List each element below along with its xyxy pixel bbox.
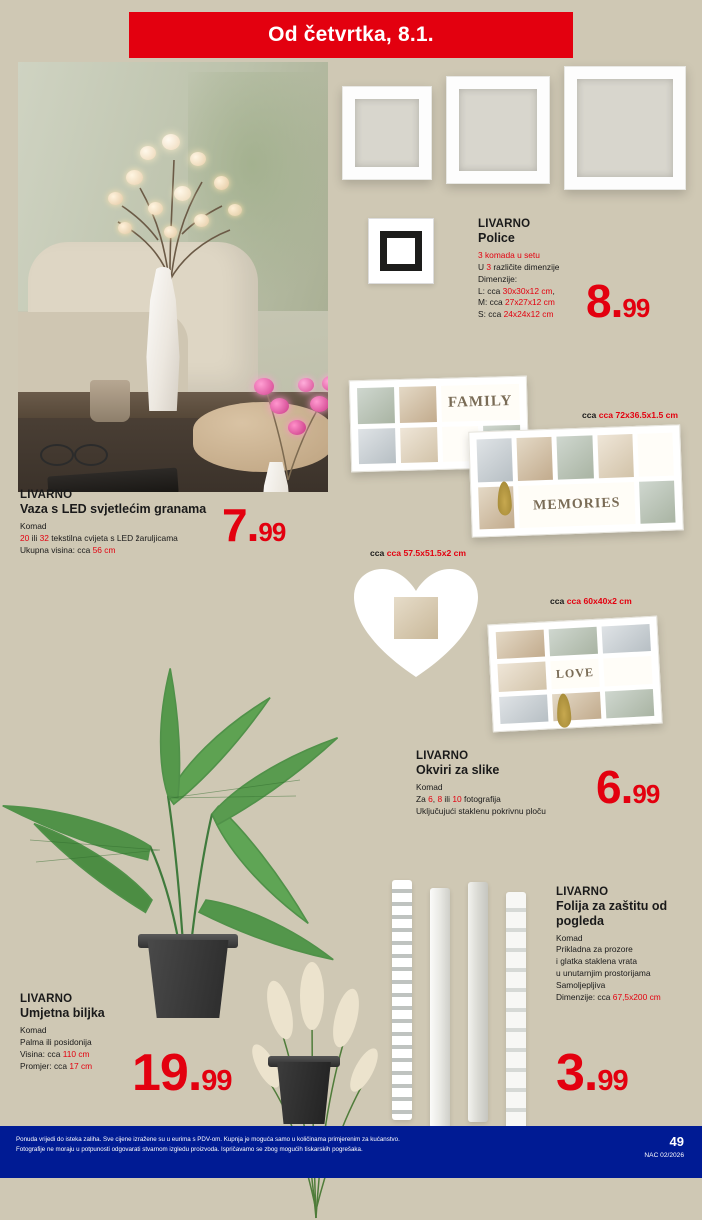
frame-word-love: LOVE [550,659,599,689]
product-detail: Dimenzije: [478,273,518,284]
frame-collage-memories [468,424,684,537]
orchid-bloom [298,378,314,392]
price-integer: 8. [586,275,623,327]
shelf-inner [577,79,673,177]
product-detail: Uključujući staklenu pokrivnu ploču [416,805,546,816]
price-plant [132,1044,232,1102]
frame-photo [358,428,396,464]
product-detail: Promjer: cca 17 cm [20,1060,93,1071]
product-frames-text [416,750,596,818]
brand-label: LIVARNO [20,489,73,501]
frame-photo [639,480,676,524]
promo-date-text: Od četvrtka, 8.1. [268,23,434,46]
square-frame-icon [380,231,422,271]
footer-fineprint [16,1135,536,1155]
product-detail: Komad [20,1024,47,1035]
product-detail: Prikladna za prozore [556,944,633,955]
price-decimal: 99 [201,1065,232,1097]
frame-photo [602,624,651,654]
frame-word-memories: MEMORIES [518,481,635,528]
frame-photo [400,427,438,463]
product-detail: Dimenzije: cca 67,5x200 cm [556,992,661,1003]
frame-photo [476,438,513,482]
brand-label: LIVARNO [416,750,469,762]
brand-label: LIVARNO [478,218,531,230]
frame-photo [496,630,545,660]
price-decimal: 99 [632,779,660,809]
product-detail: M: cca 27x27x12 cm [478,297,555,308]
shelf-medium [446,76,550,184]
product-name: Umjetna biljka [20,1006,105,1020]
price-integer: 6. [596,761,633,813]
product-name: Vaza s LED svjetlećim granama [20,502,207,516]
shelf-large [564,66,686,190]
film-roll [468,882,488,1122]
shelf-small [342,86,432,180]
price-integer: 7. [222,499,259,551]
orchid-bloom [288,420,306,435]
shelf-inner [355,99,419,167]
product-detail: U 3 različite dimenzije [478,261,560,272]
price-film [556,1044,628,1102]
blossom [174,186,191,201]
product-film-text [556,886,696,1004]
dimension-tag-family: cca cca 72x36.5x1.5 cm [582,410,679,420]
blossom [108,192,123,205]
page-footer [0,1126,702,1178]
frame-photo [499,694,548,724]
frame-photo [497,662,546,692]
photo-wall-shelves [338,64,690,204]
footer-fineprint-line2: Fotografije ne moraju u potpunosti odgovarati stvarnom izgledu proizvoda. Ispričavamo se zbog mogućih tiskarskih pogrešaka. [16,1145,363,1153]
price-integer: 3. [556,1044,598,1102]
frame-collage-love [487,616,662,733]
brand-label: LIVARNO [20,993,73,1005]
photo-led-vase-scene [18,62,328,492]
page-number: 49 [669,1134,684,1149]
product-detail: Komad [20,520,47,531]
dimension-tag-love: cca cca 60x40x2 cm [550,596,632,606]
product-name: Folija za zaštitu od pogleda [556,899,668,928]
orchid-bloom [254,378,274,395]
frame-word-family: FAMILY [441,384,520,422]
product-detail: Ukupna visina: cca 56 cm [20,544,116,555]
product-detail: Visina: cca 110 cm [20,1048,90,1059]
product-name: Police [478,231,515,245]
film-roll [392,880,412,1120]
dimension-value: cca 57.5x51.5x2 cm [386,548,467,558]
product-detail: Samoljepljiva [556,980,606,991]
blossom [164,226,177,238]
product-detail: Za 6, 8 ili 10 fotografija [416,793,501,804]
footer-fineprint-line1: Ponuda vrijedi do isteka zaliha. Sve cijene izražene su u eurima s PDV-om. Kupnja je moguća samo u količinama primjerenim za kućanstvo. [16,1136,400,1143]
product-detail: S: cca 24x24x12 cm [478,309,554,320]
price-frames [596,761,660,813]
blossom [126,170,143,185]
dimension-tag-heart: cca cca 57.5x51.5x2 cm [370,548,467,558]
product-detail: 20 ili 32 tekstilna cvijeta s LED žaruljicama [20,532,178,543]
blossom [228,204,242,216]
promo-date-banner [129,12,573,58]
product-detail: Komad [556,932,583,943]
price-vase [222,499,286,551]
frame-collage-heart [352,567,480,679]
frame-photo [394,597,438,639]
photo-privacy-film-rolls [384,880,554,1130]
dimension-value: cca 72x36.5x1.5 cm [598,410,679,420]
price-police [586,275,650,327]
frame-photo [605,689,654,719]
film-roll [506,892,526,1132]
shelf-inner [459,89,537,171]
product-detail: i glatka staklena vrata [556,956,638,967]
film-roll [430,888,450,1128]
frame-photo [597,434,634,478]
orchid-bloom [270,398,289,414]
frame-photo [637,433,674,477]
orchid-bloom [310,396,328,412]
frame-photo [399,386,437,422]
blossom [148,202,163,215]
scene-cup [90,380,130,422]
blossom [190,152,206,166]
blossom [214,176,229,190]
blossom [194,214,209,227]
product-detail: Palma ili posidonija [20,1036,92,1047]
blossom [162,134,180,150]
frame-photo [357,387,395,423]
frame-photo [603,656,652,686]
price-decimal: 99 [622,293,650,323]
product-detail: 3 komada u setu [478,249,540,260]
product-detail: Komad [416,781,443,792]
frame-photo [557,435,594,479]
product-detail: u unutarnjim prostorijama [556,968,651,979]
product-vase-text [20,489,250,557]
scene-eyeglasses [40,440,118,466]
shelf-variant-icon [368,218,434,284]
frame-photo [549,627,598,657]
price-integer: 19. [132,1044,202,1102]
product-name: Okviri za slike [416,763,500,777]
frame-photo [517,437,554,481]
product-detail: L: cca 30x30x12 cm, [478,285,555,296]
issue-code: NAC 02/2026 [644,1152,684,1159]
dimension-value: cca 60x40x2 cm [566,596,632,606]
blossom [118,222,132,234]
price-decimal: 99 [258,517,286,547]
blossom [140,146,156,160]
brand-label: LIVARNO [556,886,609,898]
led-branch [78,130,258,290]
price-decimal: 99 [597,1065,628,1097]
